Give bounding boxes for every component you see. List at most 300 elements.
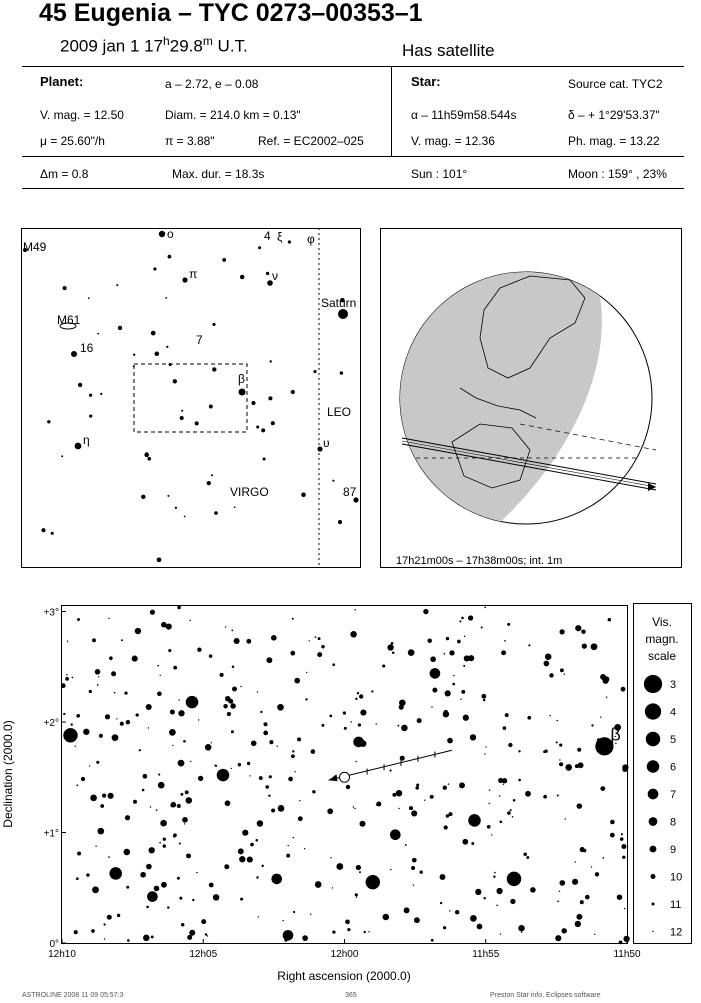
field-star bbox=[392, 793, 396, 797]
field-star bbox=[470, 915, 477, 922]
field-star bbox=[213, 894, 220, 901]
field-star bbox=[251, 740, 257, 746]
field-star bbox=[91, 929, 95, 933]
field-star bbox=[177, 804, 181, 808]
finder-star bbox=[340, 371, 343, 374]
field-star bbox=[74, 930, 78, 934]
field-star bbox=[288, 845, 289, 846]
field-star bbox=[143, 774, 148, 779]
y-axis-label: Declination (2000.0) bbox=[1, 720, 15, 828]
bright-star bbox=[468, 814, 481, 827]
field-star bbox=[223, 704, 227, 708]
field-star bbox=[610, 833, 615, 838]
field-star bbox=[209, 654, 213, 658]
field-star bbox=[92, 638, 96, 642]
field-star bbox=[114, 692, 116, 694]
field-star bbox=[240, 686, 241, 687]
finder-chart bbox=[21, 228, 361, 568]
globe-panel bbox=[380, 228, 682, 568]
footer-left: ASTROLINE 2008 11 09 05:57:3 bbox=[22, 992, 124, 999]
finder-label-16: 16 bbox=[80, 341, 94, 355]
field-star bbox=[387, 644, 393, 650]
field-star bbox=[559, 762, 563, 766]
field-star bbox=[157, 692, 162, 697]
field-star bbox=[423, 609, 428, 614]
finder-star bbox=[212, 323, 215, 326]
field-star bbox=[211, 742, 212, 743]
field-star bbox=[359, 694, 363, 698]
finder-star bbox=[61, 455, 63, 457]
field-star bbox=[461, 617, 464, 620]
field-star bbox=[360, 710, 366, 716]
field-star bbox=[207, 935, 208, 936]
field-star bbox=[231, 730, 234, 733]
field-star bbox=[157, 665, 159, 667]
field-star bbox=[397, 725, 399, 727]
field-star bbox=[238, 848, 244, 854]
field-star bbox=[543, 795, 547, 799]
legend-dot bbox=[647, 760, 660, 773]
field-star bbox=[269, 740, 273, 744]
field-star bbox=[154, 886, 160, 892]
finder-label-7: 7 bbox=[196, 333, 203, 347]
finder-label-87: 87 bbox=[343, 485, 357, 499]
field-star bbox=[67, 641, 68, 642]
field-star bbox=[225, 626, 226, 627]
field-star bbox=[304, 848, 305, 849]
finder-star bbox=[258, 246, 261, 249]
field-star bbox=[209, 883, 214, 888]
field-star bbox=[231, 768, 232, 769]
finder-star bbox=[180, 416, 184, 420]
field-star bbox=[265, 785, 269, 789]
bright-star bbox=[217, 769, 230, 782]
finder-star bbox=[88, 297, 90, 299]
field-star bbox=[125, 815, 130, 820]
field-star bbox=[354, 808, 355, 809]
field-star bbox=[504, 640, 506, 642]
field-star bbox=[619, 940, 623, 944]
field-star bbox=[306, 672, 307, 673]
field-star bbox=[414, 917, 420, 923]
finder-star bbox=[51, 532, 54, 535]
finder-star bbox=[169, 363, 172, 366]
field-star bbox=[398, 808, 399, 809]
legend-mag-label: 4 bbox=[670, 706, 677, 719]
y-tick-label: 0° bbox=[49, 939, 59, 950]
field-star bbox=[513, 799, 516, 802]
field-star bbox=[315, 881, 322, 888]
field-star bbox=[126, 886, 129, 889]
x-tick-label: 11h55 bbox=[472, 949, 500, 960]
page-title: 45 Eugenia – TYC 0273–00353–1 bbox=[39, 0, 423, 27]
field-star bbox=[622, 856, 625, 859]
finder-star bbox=[269, 360, 271, 362]
field-star bbox=[578, 762, 584, 768]
field-star bbox=[76, 877, 79, 880]
field-star bbox=[179, 842, 181, 844]
field-star bbox=[269, 775, 272, 778]
finder-star bbox=[151, 331, 156, 336]
field-star bbox=[95, 669, 101, 675]
field-star bbox=[150, 806, 151, 807]
satellite-note: Has satellite bbox=[402, 41, 495, 60]
legend-mag-label: 12 bbox=[670, 926, 683, 939]
field-star bbox=[575, 921, 581, 927]
finder-star bbox=[209, 405, 213, 409]
legend-title-1: Vis. bbox=[652, 615, 672, 629]
event-date bbox=[60, 34, 248, 57]
field-star bbox=[557, 794, 559, 796]
bright-star bbox=[430, 668, 441, 679]
field-star bbox=[430, 795, 434, 799]
star-heading: Star: bbox=[411, 74, 441, 89]
field-star bbox=[351, 721, 352, 722]
field-star bbox=[463, 665, 465, 667]
field-star bbox=[149, 847, 155, 853]
field-star bbox=[290, 651, 295, 656]
finder-star bbox=[168, 255, 172, 259]
field-star bbox=[376, 804, 377, 805]
field-star bbox=[462, 839, 468, 845]
finder-star bbox=[251, 401, 255, 405]
field-star bbox=[413, 885, 414, 886]
divider-bottom bbox=[22, 188, 684, 189]
field-star bbox=[136, 713, 139, 716]
field-star bbox=[600, 717, 601, 718]
finder-star bbox=[256, 426, 259, 429]
finder-star bbox=[153, 267, 156, 270]
field-star bbox=[120, 722, 124, 726]
finder-label-saturn: Saturn bbox=[321, 296, 357, 310]
field-star bbox=[286, 854, 290, 858]
field-star bbox=[181, 923, 184, 926]
field-star bbox=[311, 749, 316, 754]
field-star bbox=[83, 729, 89, 735]
field-star bbox=[160, 820, 167, 827]
finder-star bbox=[165, 297, 167, 299]
field-star bbox=[232, 665, 235, 668]
field-star bbox=[168, 649, 171, 652]
field-star bbox=[177, 877, 180, 880]
field-star bbox=[255, 839, 258, 842]
field-star bbox=[416, 783, 419, 786]
date-h: h bbox=[163, 34, 170, 48]
finder-label-upsilon: υ bbox=[323, 436, 330, 450]
finder-label-eta: η bbox=[83, 433, 90, 447]
field-star bbox=[111, 671, 116, 676]
field-star bbox=[484, 753, 485, 754]
finder-bright-star bbox=[71, 351, 77, 357]
field-star bbox=[447, 738, 453, 744]
field-star bbox=[530, 887, 536, 893]
field-star bbox=[487, 825, 491, 829]
finder-bright-star bbox=[239, 389, 246, 396]
finder-star bbox=[291, 390, 295, 394]
field-star bbox=[146, 864, 152, 870]
field-star bbox=[318, 637, 321, 640]
field-star bbox=[470, 734, 476, 740]
field-star bbox=[180, 793, 183, 796]
x-axis-label: Right ascension (2000.0) bbox=[277, 969, 411, 983]
date-m: m bbox=[202, 34, 213, 48]
field-star bbox=[491, 834, 492, 835]
field-star bbox=[192, 899, 194, 901]
field-star bbox=[449, 650, 454, 655]
field-star bbox=[143, 935, 150, 942]
field-star bbox=[112, 734, 119, 741]
field-star bbox=[266, 657, 272, 663]
field-star bbox=[140, 872, 146, 878]
finder-star bbox=[118, 326, 122, 330]
field-star bbox=[278, 805, 285, 812]
field-star bbox=[617, 894, 623, 900]
x-tick-label: 12h00 bbox=[330, 949, 359, 960]
bright-star bbox=[390, 829, 401, 840]
finder-star bbox=[78, 383, 82, 387]
field-star bbox=[156, 809, 158, 811]
planet-ref: Ref. = EC2002–025 bbox=[258, 134, 364, 148]
field-star bbox=[559, 629, 564, 634]
field-star bbox=[602, 857, 604, 859]
field-star bbox=[171, 802, 177, 808]
field-star bbox=[151, 935, 154, 938]
field-star bbox=[432, 688, 437, 693]
field-star bbox=[355, 698, 357, 700]
field-star bbox=[391, 642, 394, 645]
field-star bbox=[121, 639, 123, 641]
field-star bbox=[298, 816, 303, 821]
finder-label-omicron: o bbox=[167, 228, 174, 241]
field-star bbox=[198, 719, 199, 720]
field-star bbox=[499, 820, 502, 823]
field-star bbox=[249, 775, 250, 776]
field-star bbox=[90, 795, 97, 802]
field-star bbox=[528, 644, 530, 646]
field-star bbox=[430, 656, 436, 662]
finder-bright-star bbox=[317, 446, 322, 451]
field-star bbox=[330, 857, 331, 858]
finder-label-m49: M49 bbox=[23, 240, 47, 254]
date-suffix: U.T. bbox=[212, 36, 248, 56]
field-star bbox=[595, 872, 599, 876]
field-star bbox=[132, 656, 138, 662]
field-star bbox=[565, 818, 566, 819]
field-star bbox=[518, 779, 521, 782]
finder-star bbox=[234, 506, 236, 508]
legend-dot bbox=[644, 675, 662, 693]
finder-star bbox=[212, 367, 216, 371]
field-star bbox=[240, 898, 243, 901]
field-star bbox=[146, 704, 152, 710]
finder-label-beta: β bbox=[238, 372, 245, 386]
field-star bbox=[247, 857, 253, 863]
field-star bbox=[376, 801, 381, 806]
field-star bbox=[477, 924, 483, 930]
field-star bbox=[163, 838, 166, 841]
field-star bbox=[234, 638, 240, 644]
field-star bbox=[549, 715, 550, 716]
finder-star bbox=[167, 495, 169, 497]
field-star bbox=[109, 656, 113, 660]
star-phmag: Ph. mag. = 13.22 bbox=[568, 134, 660, 148]
field-star bbox=[336, 863, 343, 870]
field-star bbox=[376, 723, 377, 724]
field-star bbox=[271, 809, 275, 813]
field-star bbox=[214, 765, 215, 766]
field-star bbox=[556, 741, 558, 743]
field-star bbox=[263, 722, 267, 726]
field-star bbox=[133, 800, 137, 804]
field-star bbox=[76, 784, 78, 786]
finder-star bbox=[145, 452, 148, 455]
field-star bbox=[107, 915, 112, 920]
field-star bbox=[315, 636, 317, 638]
field-star bbox=[257, 691, 258, 692]
field-star bbox=[591, 724, 593, 726]
finder-star bbox=[211, 474, 213, 476]
finder-star bbox=[184, 516, 186, 518]
field-star bbox=[527, 716, 531, 720]
field-star bbox=[205, 744, 212, 751]
field-star bbox=[496, 888, 502, 894]
field-star bbox=[225, 800, 231, 806]
field-star bbox=[124, 691, 127, 694]
field-star bbox=[293, 911, 295, 913]
field-star bbox=[259, 776, 263, 780]
field-star bbox=[359, 821, 365, 827]
field-star bbox=[489, 803, 490, 804]
finder-star bbox=[47, 420, 50, 423]
legend-mag-label: 5 bbox=[670, 734, 677, 746]
field-star bbox=[412, 858, 417, 863]
field-star bbox=[173, 666, 177, 670]
field-star bbox=[575, 861, 576, 862]
field-star bbox=[484, 897, 486, 899]
field-star bbox=[557, 901, 559, 903]
bright-star bbox=[147, 891, 158, 902]
field-star bbox=[501, 650, 506, 655]
field-star bbox=[457, 640, 461, 644]
field-star bbox=[135, 628, 141, 634]
field-star bbox=[292, 618, 294, 620]
field-star bbox=[161, 622, 167, 628]
planet-vmag: V. mag. = 12.50 bbox=[40, 108, 124, 122]
field-star bbox=[525, 791, 531, 797]
field-star bbox=[160, 675, 161, 676]
legend-dot bbox=[651, 902, 654, 905]
field-star bbox=[321, 645, 324, 648]
beta-label: β bbox=[610, 724, 621, 745]
field-star bbox=[183, 740, 186, 743]
field-star bbox=[72, 677, 74, 679]
field-star bbox=[591, 866, 592, 867]
finder-star bbox=[271, 421, 275, 425]
field-star bbox=[600, 786, 605, 791]
target-star-marker bbox=[340, 772, 350, 782]
field-star bbox=[294, 678, 300, 684]
field-star bbox=[187, 935, 192, 940]
finder-star bbox=[261, 428, 265, 432]
finder-star bbox=[157, 557, 162, 562]
legend-dot bbox=[648, 789, 659, 800]
finder-star bbox=[116, 284, 118, 286]
field-star bbox=[443, 711, 449, 717]
bright-star bbox=[283, 930, 294, 941]
field-star bbox=[621, 844, 626, 849]
field-star bbox=[545, 653, 552, 660]
star-ra: α – 11h59m58.544s bbox=[411, 108, 517, 122]
finder-label-phi: φ bbox=[307, 232, 315, 246]
field-star bbox=[310, 914, 311, 915]
finder-star bbox=[240, 275, 244, 279]
field-star bbox=[583, 849, 586, 852]
field-star bbox=[205, 933, 207, 935]
field-star bbox=[108, 618, 109, 619]
field-star bbox=[582, 643, 587, 648]
field-star bbox=[231, 630, 233, 632]
field-star bbox=[390, 770, 392, 772]
field-star bbox=[95, 846, 96, 847]
field-star bbox=[420, 871, 423, 874]
field-star bbox=[327, 808, 333, 814]
field-star bbox=[198, 776, 203, 781]
finder-star bbox=[97, 333, 99, 335]
field-star bbox=[329, 715, 332, 718]
field-star bbox=[484, 607, 486, 609]
field-star bbox=[507, 623, 510, 626]
field-star bbox=[186, 797, 193, 804]
field-star bbox=[277, 704, 284, 711]
field-star bbox=[277, 746, 278, 747]
finder-star bbox=[148, 457, 152, 461]
field-star bbox=[291, 754, 295, 758]
field-star bbox=[452, 683, 455, 686]
field-star bbox=[581, 629, 586, 634]
field-star bbox=[184, 823, 185, 824]
field-star bbox=[415, 786, 419, 790]
field-star bbox=[127, 939, 130, 942]
field-star bbox=[448, 783, 449, 784]
field-star bbox=[288, 777, 293, 782]
field-star bbox=[404, 907, 410, 913]
field-star bbox=[549, 673, 553, 677]
field-star bbox=[427, 638, 431, 642]
x-tick-label: 11h50 bbox=[613, 949, 641, 960]
field-star bbox=[411, 866, 415, 870]
field-star bbox=[359, 871, 361, 873]
moon-info: Moon : 159° , 23% bbox=[568, 167, 667, 181]
field-star bbox=[445, 690, 451, 696]
field-star bbox=[356, 761, 357, 762]
legend-dot bbox=[649, 817, 658, 826]
field-star bbox=[591, 643, 598, 650]
field-star bbox=[498, 778, 503, 783]
date-prefix: 2009 jan 1 17 bbox=[60, 36, 164, 56]
field-star bbox=[332, 887, 333, 888]
footer-mid: 365 bbox=[345, 992, 357, 999]
field-star bbox=[196, 872, 197, 873]
field-star bbox=[158, 782, 165, 789]
field-star bbox=[510, 809, 512, 811]
field-star bbox=[624, 908, 625, 909]
legend-dot bbox=[646, 732, 660, 746]
field-star bbox=[622, 767, 627, 772]
field-star bbox=[182, 817, 188, 823]
legend-mag-label: 8 bbox=[670, 816, 677, 829]
max-duration: Max. dur. = 18.3s bbox=[172, 167, 265, 181]
field-star bbox=[312, 790, 315, 793]
